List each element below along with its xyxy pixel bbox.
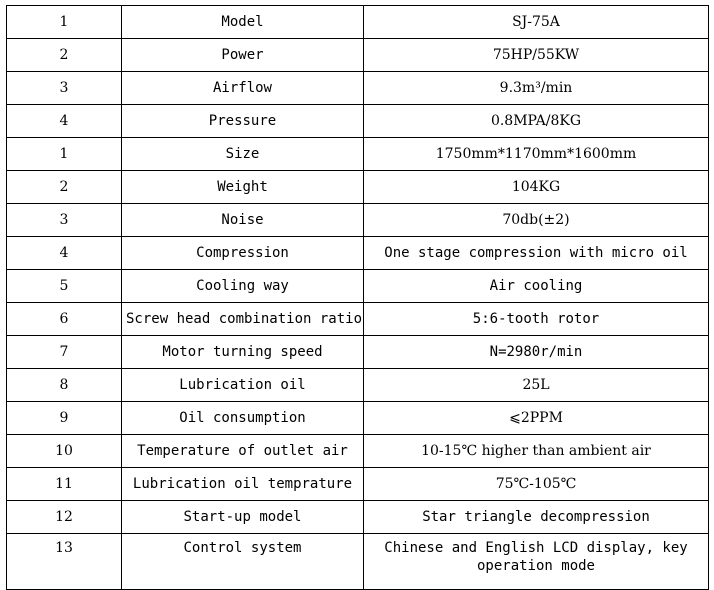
row-number: 2 xyxy=(7,171,122,204)
table-row xyxy=(7,6,709,39)
row-number: 6 xyxy=(7,303,122,336)
parameter-value: N=2980r/min xyxy=(364,336,709,369)
parameter-name: Screw head combination ratio xyxy=(122,303,364,336)
table-row xyxy=(7,468,709,501)
parameter-value: 0.8MPA/8KG xyxy=(364,105,709,138)
parameter-name: Size xyxy=(122,138,364,171)
row-number: 9 xyxy=(7,402,122,435)
parameter-value: 70db(±2) xyxy=(364,204,709,237)
parameter-name: Pressure xyxy=(122,105,364,138)
table-row xyxy=(7,435,709,468)
parameter-name: Control system xyxy=(122,534,364,590)
parameter-value: 104KG xyxy=(364,171,709,204)
parameter-value: 75HP/55KW xyxy=(364,39,709,72)
table-row xyxy=(7,303,709,336)
parameter-value: Chinese and English LCD display, key operation mode xyxy=(364,534,709,590)
parameter-name: Airflow xyxy=(122,72,364,105)
row-number: 1 xyxy=(7,138,122,171)
row-number: 13 xyxy=(7,534,122,590)
parameter-value: 5:6-tooth rotor xyxy=(364,303,709,336)
table-row xyxy=(7,138,709,171)
parameter-name: Noise xyxy=(122,204,364,237)
parameter-value: 1750mm*1170mm*1600mm xyxy=(364,138,709,171)
row-number: 10 xyxy=(7,435,122,468)
row-number: 1 xyxy=(7,6,122,39)
table-row xyxy=(7,171,709,204)
parameter-name: Compression xyxy=(122,237,364,270)
table-row xyxy=(7,204,709,237)
parameter-value: ⩽2PPM xyxy=(364,402,709,435)
table-row xyxy=(7,369,709,402)
parameter-value: Star triangle decompression xyxy=(364,501,709,534)
parameter-value: 9.3m³/min xyxy=(364,72,709,105)
parameter-value: SJ-75A xyxy=(364,6,709,39)
table-row xyxy=(7,270,709,303)
row-number: 4 xyxy=(7,105,122,138)
parameter-name: Power xyxy=(122,39,364,72)
table-row xyxy=(7,534,709,590)
table-row xyxy=(7,72,709,105)
table-row xyxy=(7,105,709,138)
parameter-name: Motor turning speed xyxy=(122,336,364,369)
parameter-name: Lubrication oil xyxy=(122,369,364,402)
table-row xyxy=(7,501,709,534)
row-number: 7 xyxy=(7,336,122,369)
parameter-name: Temperature of outlet air xyxy=(122,435,364,468)
row-number: 2 xyxy=(7,39,122,72)
parameter-name: Cooling way xyxy=(122,270,364,303)
parameter-value: Air cooling xyxy=(364,270,709,303)
row-number: 12 xyxy=(7,501,122,534)
table-row xyxy=(7,402,709,435)
parameter-name: Lubrication oil temprature xyxy=(122,468,364,501)
parameter-name: Model xyxy=(122,6,364,39)
parameter-name: Start-up model xyxy=(122,501,364,534)
row-number: 11 xyxy=(7,468,122,501)
parameter-value: 25L xyxy=(364,369,709,402)
specifications-table xyxy=(6,5,709,590)
parameter-value: One stage compression with micro oil xyxy=(364,237,709,270)
table-row xyxy=(7,39,709,72)
row-number: 8 xyxy=(7,369,122,402)
table-row xyxy=(7,237,709,270)
parameter-name: Oil consumption xyxy=(122,402,364,435)
row-number: 3 xyxy=(7,72,122,105)
row-number: 3 xyxy=(7,204,122,237)
parameter-name: Weight xyxy=(122,171,364,204)
table-row xyxy=(7,336,709,369)
parameter-value: 75℃-105℃ xyxy=(364,468,709,501)
parameter-value: 10-15℃ higher than ambient air xyxy=(364,435,709,468)
row-number: 5 xyxy=(7,270,122,303)
row-number: 4 xyxy=(7,237,122,270)
